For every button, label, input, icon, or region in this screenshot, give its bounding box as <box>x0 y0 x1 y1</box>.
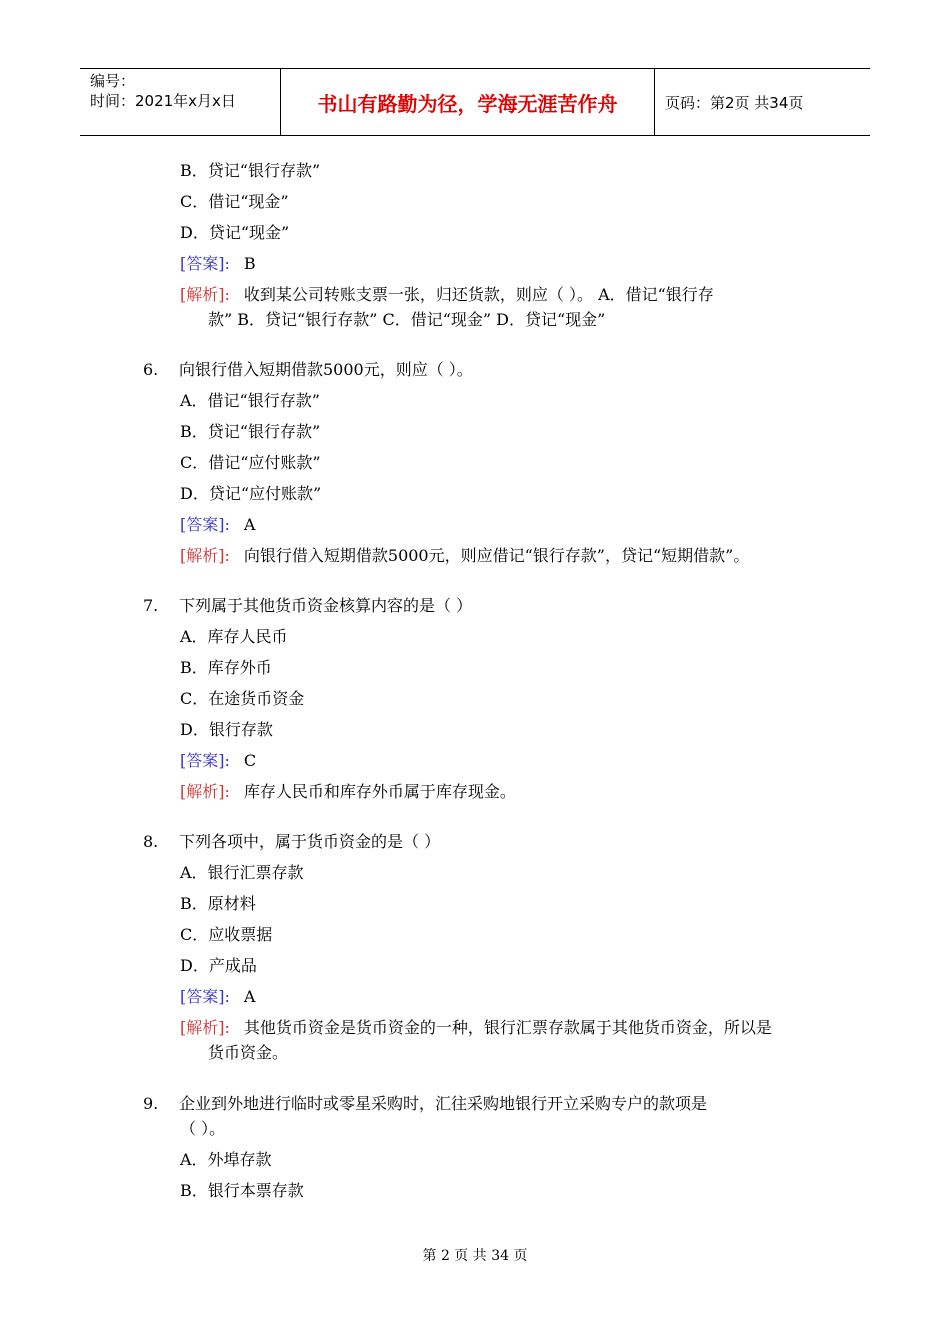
option-line <box>180 222 289 244</box>
line-text: A <box>243 515 256 534</box>
option-line <box>180 657 272 679</box>
document-number: 编号： <box>90 72 136 90</box>
line-text: B．原材料 <box>180 894 256 913</box>
answer-line <box>180 986 255 1008</box>
header-motto: 书山有路勤为径，学海无涯苦作舟 <box>281 69 655 135</box>
line-text: 货币资金。 <box>208 1043 289 1062</box>
question-line <box>143 831 440 853</box>
answer-line <box>180 253 256 275</box>
line-text: 向银行借入短期借款5000元，则应（ ）。 <box>179 360 473 379</box>
answer-line <box>180 1017 772 1039</box>
line-text: B．贷记“银行存款” <box>180 161 321 180</box>
line-text: D．产成品 <box>180 956 257 975</box>
line-text: 款” B．贷记“银行存款” C．借记“现金” D．贷记“现金” <box>208 310 606 329</box>
option-line <box>180 626 288 648</box>
answer-line <box>180 781 516 803</box>
line-text: C．借记“现金” <box>180 192 289 211</box>
line-text: A．库存人民币 <box>180 627 288 646</box>
answer-label: [答案]: <box>180 254 230 273</box>
question-number: 6. <box>143 360 159 379</box>
analysis-label: [解析]: <box>180 1018 230 1037</box>
line-text: B <box>243 254 256 273</box>
line-text: B．贷记“银行存款” <box>180 422 321 441</box>
answer-label: [答案]: <box>180 751 230 770</box>
answer-line <box>180 284 714 306</box>
answer-label: [答案]: <box>180 987 230 1006</box>
option-line <box>180 1149 272 1171</box>
line-text: 下列各项中，属于货币资金的是（ ） <box>179 832 441 851</box>
page-footer: 第 2 页 共 34 页 <box>422 1248 528 1264</box>
line-text: C．在途货币资金 <box>180 689 305 708</box>
document-date: 时间：2021年x月x日 <box>90 92 236 110</box>
option-line <box>180 862 304 884</box>
answer-line <box>180 545 749 567</box>
line-text: （ ）。 <box>180 1119 226 1138</box>
question-line <box>143 595 472 617</box>
option-line <box>180 452 321 474</box>
line-text: 其他货币资金是货币资金的一种，银行汇票存款属于其他货币资金，所以是 <box>243 1018 772 1037</box>
analysis-label: [解析]: <box>180 285 230 304</box>
header-page-info: 页码：第2页 共34页 <box>665 93 804 112</box>
line-text: A．银行汇票存款 <box>180 863 304 882</box>
line-text: 企业到外地进行临时或零星采购时，汇往采购地银行开立采购专户的款项是 <box>179 1094 708 1113</box>
option-line <box>180 390 320 412</box>
option-line <box>180 893 256 915</box>
line-text: A．借记“银行存款” <box>180 391 320 410</box>
analysis-label: [解析]: <box>180 546 230 565</box>
question-number: 8. <box>143 832 159 851</box>
page-header <box>80 68 870 136</box>
header-meta <box>80 69 281 135</box>
option-line <box>180 719 273 741</box>
question-line <box>143 1093 707 1115</box>
line-text: 收到某公司转账支票一张，归还货款，则应（ ）。 A．借记“银行存 <box>243 285 714 304</box>
answer-line <box>180 514 255 536</box>
line-text: 下列属于其他货币资金核算内容的是（ ） <box>179 596 473 615</box>
option-line <box>208 1042 288 1064</box>
option-line <box>180 191 289 213</box>
line-text: C．借记“应付账款” <box>180 453 321 472</box>
line-text: 向银行借入短期借款5000元，则应借记“银行存款”，贷记“短期借款”。 <box>243 546 750 565</box>
option-line <box>180 1118 225 1140</box>
option-line <box>180 1180 304 1202</box>
option-line <box>180 955 257 977</box>
line-text: C <box>243 751 257 770</box>
line-text: A．外埠存款 <box>180 1150 272 1169</box>
line-text: D．贷记“现金” <box>180 223 290 242</box>
option-line <box>208 309 605 331</box>
line-text: A <box>243 987 256 1006</box>
analysis-label: [解析]: <box>180 782 230 801</box>
question-number: 9. <box>143 1094 159 1113</box>
line-text: C．应收票据 <box>180 925 273 944</box>
question-line <box>143 359 473 381</box>
line-text: 库存人民币和库存外币属于库存现金。 <box>243 782 516 801</box>
line-text: D．贷记“应付账款” <box>180 484 322 503</box>
line-text: B．银行本票存款 <box>180 1181 304 1200</box>
option-line <box>180 924 272 946</box>
line-text: D．银行存款 <box>180 720 273 739</box>
question-number: 7. <box>143 596 159 615</box>
option-line <box>180 483 321 505</box>
option-line <box>180 160 320 182</box>
line-text: B．库存外币 <box>180 658 272 677</box>
option-line <box>180 688 304 710</box>
answer-line <box>180 750 256 772</box>
answer-label: [答案]: <box>180 515 230 534</box>
option-line <box>180 421 320 443</box>
